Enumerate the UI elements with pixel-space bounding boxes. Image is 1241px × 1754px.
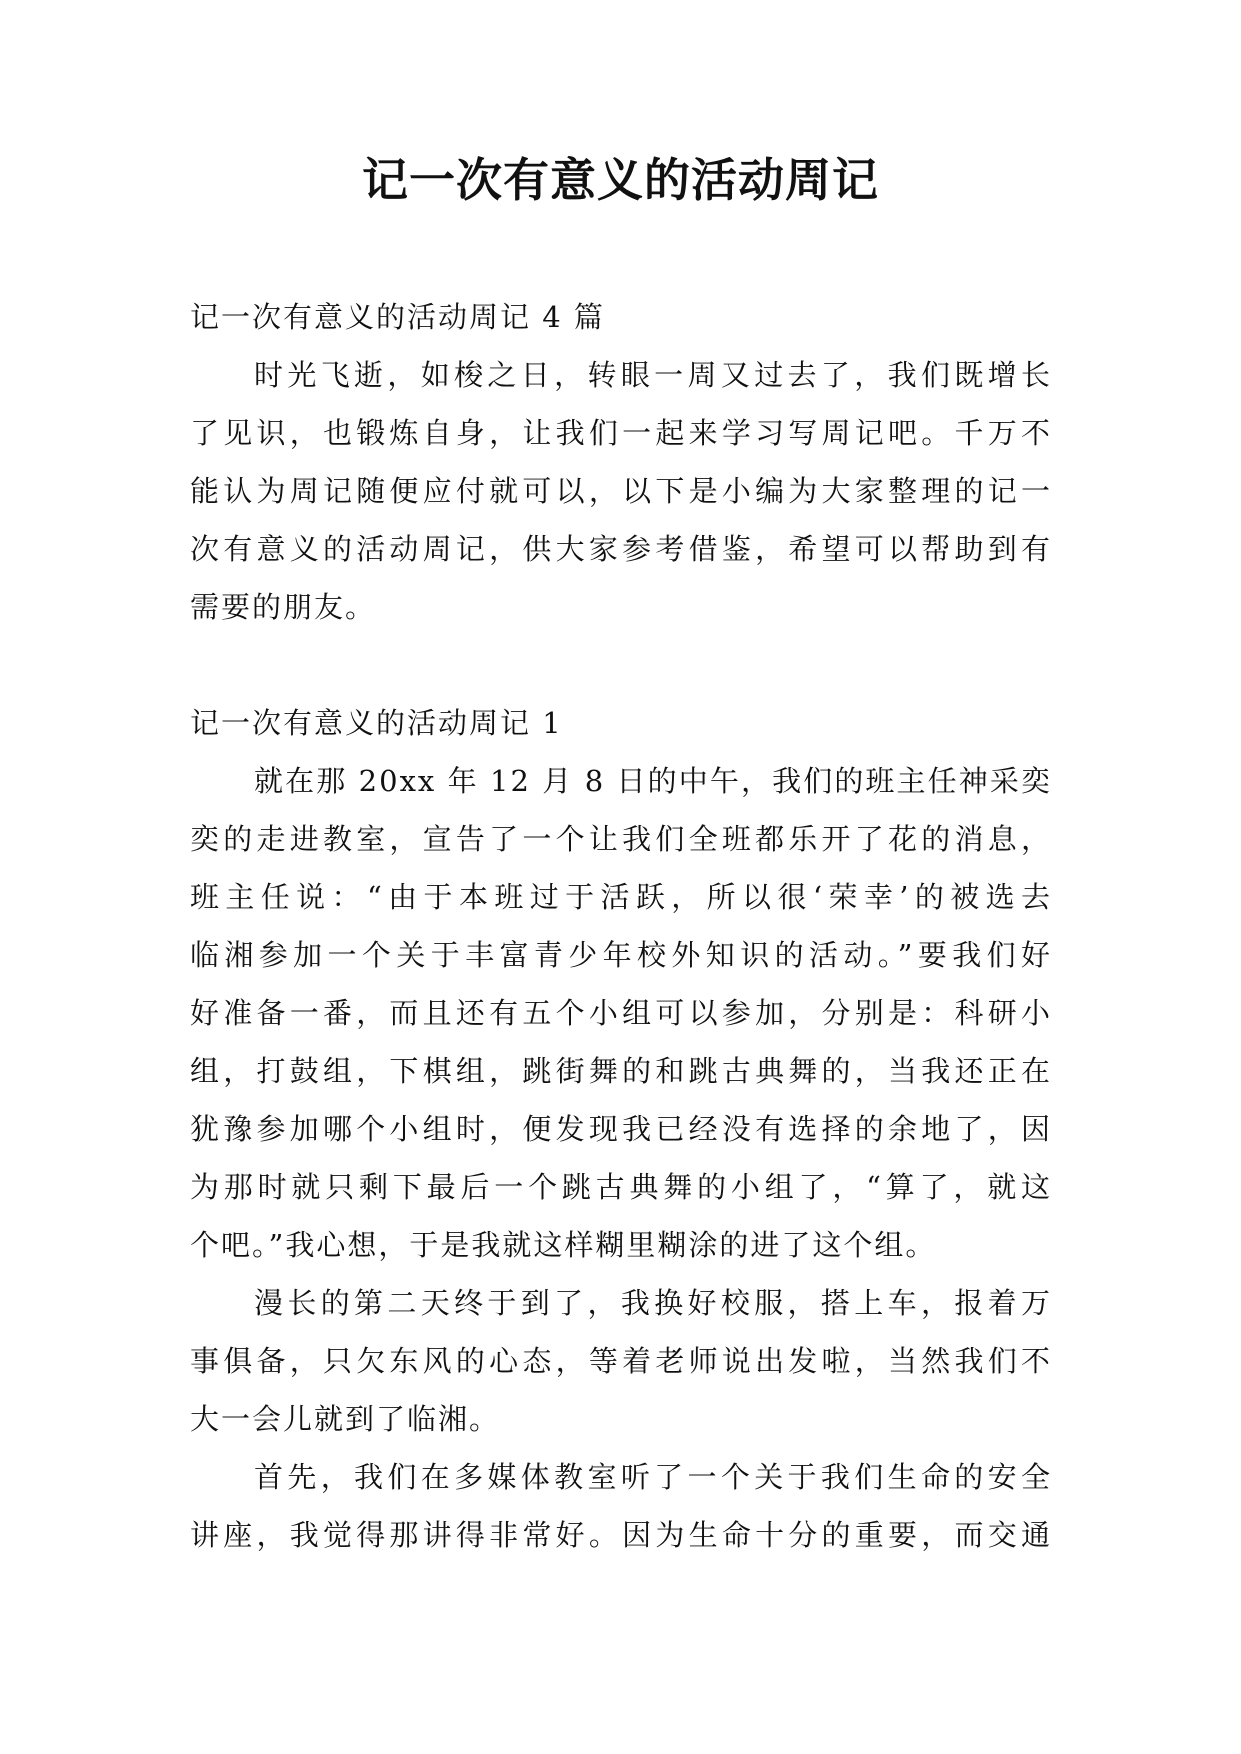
paragraph-line: 首先，我们在多媒体教室听了一个关于我们生命的安全 bbox=[254, 1460, 1052, 1494]
paragraph-line: 漫长的第二天终于到了，我换好校服，搭上车，报着万 bbox=[254, 1286, 1052, 1320]
paragraph-line: 大一会儿就到了临湘。 bbox=[190, 1402, 501, 1436]
paragraph-line: 就在那 20xx 年 12 月 8 日的中午，我们的班主任神采奕 bbox=[254, 764, 1052, 798]
body-paragraph-3 bbox=[190, 1448, 1052, 1564]
paragraph-line: 能认为周记随便应付就可以，以下是小编为大家整理的记一 bbox=[190, 474, 1052, 508]
paragraph-line: 犹豫参加哪个小组时，便发现我已经没有选择的余地了，因 bbox=[190, 1112, 1052, 1146]
paragraph-line: 为那时就只剩下最后一个跳古典舞的小组了，“算了，就这 bbox=[190, 1170, 1052, 1204]
paragraph-line: 奕的走进教室，宣告了一个让我们全班都乐开了花的消息， bbox=[190, 822, 1052, 856]
document-title: 记一次有意义的活动周记 bbox=[362, 153, 879, 207]
document-body bbox=[190, 288, 1052, 1564]
body-paragraph-2 bbox=[190, 1274, 1052, 1448]
paragraph-line: 组，打鼓组，下棋组，跳街舞的和跳古典舞的，当我还正在 bbox=[190, 1054, 1052, 1088]
paragraph-line: 事俱备，只欠东风的心态，等着老师说出发啦，当然我们不 bbox=[190, 1344, 1052, 1378]
section-spacer bbox=[190, 636, 1052, 694]
paragraph-line: 班主任说：“由于本班过于活跃，所以很‘荣幸’的被选去 bbox=[190, 880, 1052, 914]
intro-paragraph bbox=[190, 346, 1052, 636]
document-subtitle: 记一次有意义的活动周记 4 篇 bbox=[190, 300, 605, 334]
paragraph-line: 临湘参加一个关于丰富青少年校外知识的活动。”要我们好 bbox=[190, 938, 1052, 972]
paragraph-line: 次有意义的活动周记，供大家参考借鉴，希望可以帮助到有 bbox=[190, 532, 1052, 566]
paragraph-line: 个吧。”我心想，于是我就这样糊里糊涂的进了这个组。 bbox=[190, 1228, 937, 1262]
paragraph-line: 好准备一番，而且还有五个小组可以参加，分别是：科研小 bbox=[190, 996, 1052, 1030]
paragraph-line: 讲座，我觉得那讲得非常好。因为生命十分的重要，而交通 bbox=[190, 1518, 1052, 1552]
body-paragraph-1 bbox=[190, 752, 1052, 1274]
paragraph-line: 了见识，也锻炼自身，让我们一起来学习写周记吧。千万不 bbox=[190, 416, 1052, 450]
paragraph-line: 需要的朋友。 bbox=[190, 590, 377, 624]
section-heading: 记一次有意义的活动周记 1 bbox=[190, 706, 563, 740]
paragraph-line: 时光飞逝，如梭之日，转眼一周又过去了，我们既增长 bbox=[254, 358, 1052, 392]
